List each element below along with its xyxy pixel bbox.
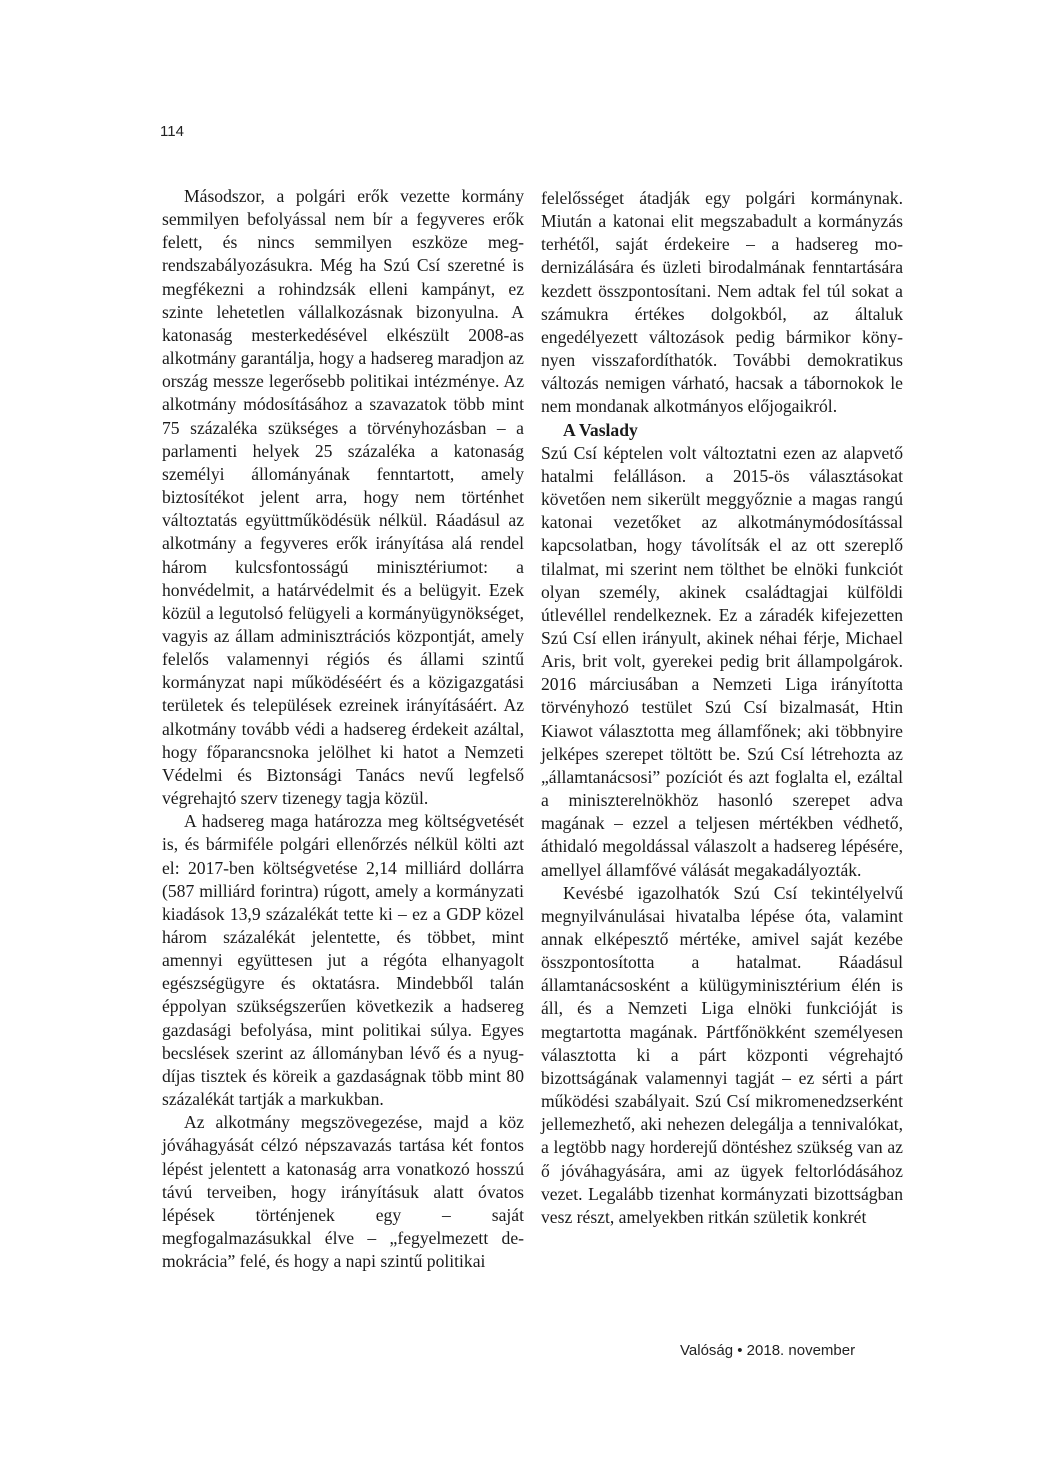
body-paragraph: A hadsereg maga határozza meg költségvetését is, és bármiféle polgári ellenőrzés nélkül költi azt el: 2017-ben költségvetése 2,14 milliárd dollárra (587 milliárd forintra) rúgott, amely a kormányzati kiadások 13,9 százalékát tette ki – ez a GDP közel három százalékát jelentette, és többet, mint amennyi együttesen jut a régóta elhanyagolt egészségügyre és oktatásra. Mindebből talán éppolyan szükségszerűen következik a hadsereg gazdasági befolyása, mint politikai súlya. Egyes becslések szerint az állományban lévő és a nyugdíjas tisztek és köreik a gazdaságnak több mint 80 százalékát tartják a markukban.: [162, 811, 524, 1110]
body-paragraph: Az alkotmány megszövegezése, majd a köz jóváhagyását célzó népszavazás tartása két fontos lépést jelentett a katonaság arra vonatkozó hosszú távú terveiben, hogy irányításuk alatt óvatos lépések történjenek egy – saját megfogalmazásukkal élve – „fegyelmezett demokrácia” felé, és hogy a napi szintű politikai: [162, 1112, 524, 1272]
left-column: [162, 185, 524, 1273]
footer-publication: Valóság • 2018. november: [680, 1342, 856, 1359]
body-paragraph: Másodszor, a polgári erők vezette kormány semmilyen befolyással nem bír a fegyveres erők felett, és nincs semmilyen eszköze megrendszabályozásukra. Még ha Szú Csí szeretné is megfékezni a rohindzsák elleni kampányt, ez szinte lehetetlen vállalkozásnak bizonyulna. A katonaság mesterkedésével elkészült 2008-as alkotmány garantálja, hogy a hadsereg maradjon az ország messze legerősebb politikai intézménye. Az alkotmány módosításához a szavazatok több mint 75 százaléka szükséges a törvényhozásban – a parlamenti helyek 25 százaléka a katonaság személyi állományának fenntartott, amely biztosítékot jelent arra, hogy nem történhet változtatás együttműködésük nélkül. Ráadásul az alkotmány a fegyveres erők irányítása alá rendel három kulcsfontosságú minisztériumot: a honvédelmit, a határvédelmit és a belügyit. Ezek közül a legutolsó felügyeli a kormányügynökséget, vagyis az állam adminisztrációs központját, amely felelős valamennyi régiós és állami szintű kormányzat napi működéséért és a közigazgatási területek és települések ezreinek irányításáért. Az alkotmány tovább védi a hadsereg érdekeit azáltal, hogy főparancsnoka jelölhet ki hatot a Nemzeti Védelmi és Biztonsági Tanács nevű legfelső végrehajtó szerv tizenegy tagja közül.: [162, 186, 524, 809]
section-heading: A Vaslady: [563, 419, 638, 440]
right-column: [541, 187, 903, 1229]
page-number: 114: [160, 123, 184, 140]
body-paragraph: Kevésbé igazolhatók Szú Csí tekintélyelvű megnyilvánulásai hivatalba lépése óta, valamint annak elképesztő mértéke, amivel saját kezébe összpontosította a hatalmat. Ráadásul államtanácsosként a külügyminisztérium élén is áll, és a Nemzeti Liga elnöki funkcióját is megtartotta magának. Pártfőnökként személyesen választotta ki a párt központi végrehajtó bizottságának valamennyi tagját – ez sérti a párt működési szabályait. Szú Csí mikromenedzserként jellemezhető, aki nehezen delegálja a tennivalókat, a legtöbb nagy horderejű döntéshez szükség van az ő jóváhagyására, ami az ügyek feltorlódásához vezet. Legalább tizenhat kormányzati bizottságban vesz részt, amelyekben ritkán születik konkrét: [541, 882, 903, 1227]
body-paragraph: Szú Csí képtelen volt változtatni ezen az alapvető hatalmi felálláson. a 2015-ös választásokat követően nem sikerült meggyőznie a magas rangú katonai vezetőket az alkotmánymódosítással kapcsolatban, hogy távolítsák el az ott szereplő tilalmat, mi szerint nem tölthet be elnöki funkciót olyan személy, akinek családtagjai külföldi útlevéllel rendelkeznek. Ez a záradék kifejezetten Szú Csí ellen irányult, akinek néhai férje, Michael Aris, brit volt, gyerekei pedig brit állampolgárok. 2016 márciusában a Nemzeti Liga irányította törvényhozó testület Szú Csí bizalmasát, Htin Kiawot választotta meg államfőnek; aki többnyire jelképes szerepet töltött be. Szú Csí létrehozta az „államtanácsosi” pozíciót és azt foglalta el, ezáltal a miniszterelnökhöz hasonló szerepet adva magának – ezzel a teljesen mértékben védhető, áthidaló megoldással válaszolt a hadsereg lépésére, amellyel államfővé válását megakadályozták.: [541, 442, 903, 880]
continued-paragraph: felelősséget átadják egy polgári kormánynak. Miután a katonai elit megszabadult a kormányzás terhétől, saját érdekeire – a hadsereg modernizálására és üzleti birodalmának fenntartására kezdett összpontosítani. Nem adtak fel túl sokat a számukra értékes dolgokból, az általuk engedélyezett változások pedig bármikor könynyen visszafordíthatók. További demokratikus változás nemigen várható, hacsak a tábornokok le nem mondanak alkotmányos előjogaikról.: [541, 188, 903, 417]
